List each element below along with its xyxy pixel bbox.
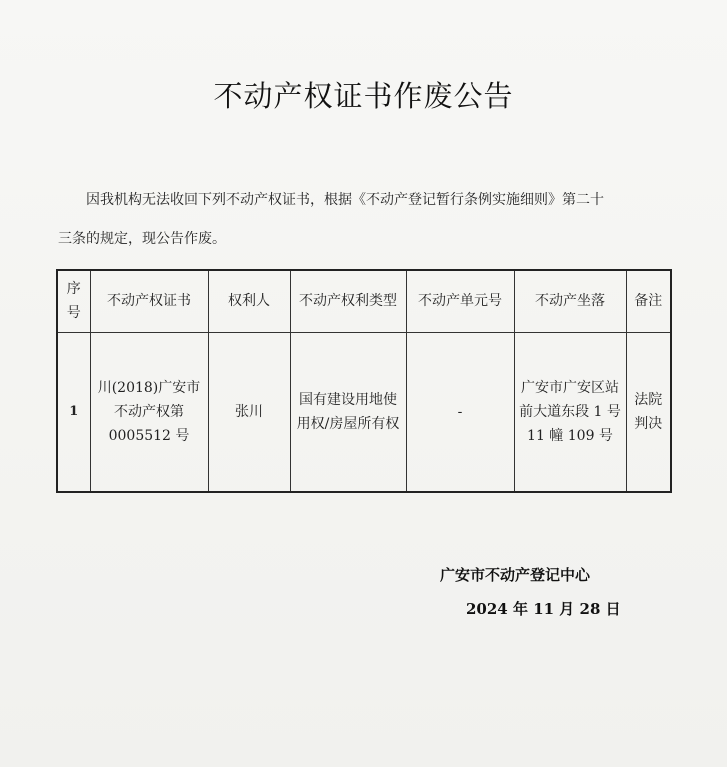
header-certificate: 不动产权证书: [90, 270, 208, 332]
cell-right-type: 国有建设用地使用权/房屋所有权: [290, 332, 406, 492]
table-row: [57, 332, 671, 492]
cell-location: 广安市广安区站前大道东段 1 号 11 幢 109 号: [514, 332, 626, 492]
header-right-type: 不动产权利类型: [290, 270, 406, 332]
cell-index: 1: [57, 332, 90, 492]
header-location: 不动产坐落: [514, 270, 626, 332]
issuer-name: 广安市不动产登记中心: [440, 566, 591, 584]
table-header-row: [57, 270, 671, 332]
notice-title: 不动产权证书作废公告: [213, 79, 514, 113]
header-remark: 备注: [626, 270, 671, 332]
cell-remark: 法院判决: [626, 332, 671, 492]
header-holder: 权利人: [208, 270, 290, 332]
certificate-table: [56, 269, 672, 493]
cell-unit-number: -: [406, 332, 514, 492]
header-unit-number: 不动产单元号: [406, 270, 514, 332]
cell-holder: 张川: [208, 332, 290, 492]
cell-certificate: 川(2018)广安市不动产权第 0005512 号: [90, 332, 208, 492]
notice-paragraph-line1: 因我机构无法收回下列不动产权证书，根据《不动产登记暂行条例实施细则》第二十: [86, 192, 604, 208]
header-index: 序号: [57, 270, 90, 332]
notice-paragraph-line2: 三条的规定，现公告作废。: [58, 231, 226, 247]
issue-date: 2024 年 11 月 28 日: [466, 600, 621, 618]
